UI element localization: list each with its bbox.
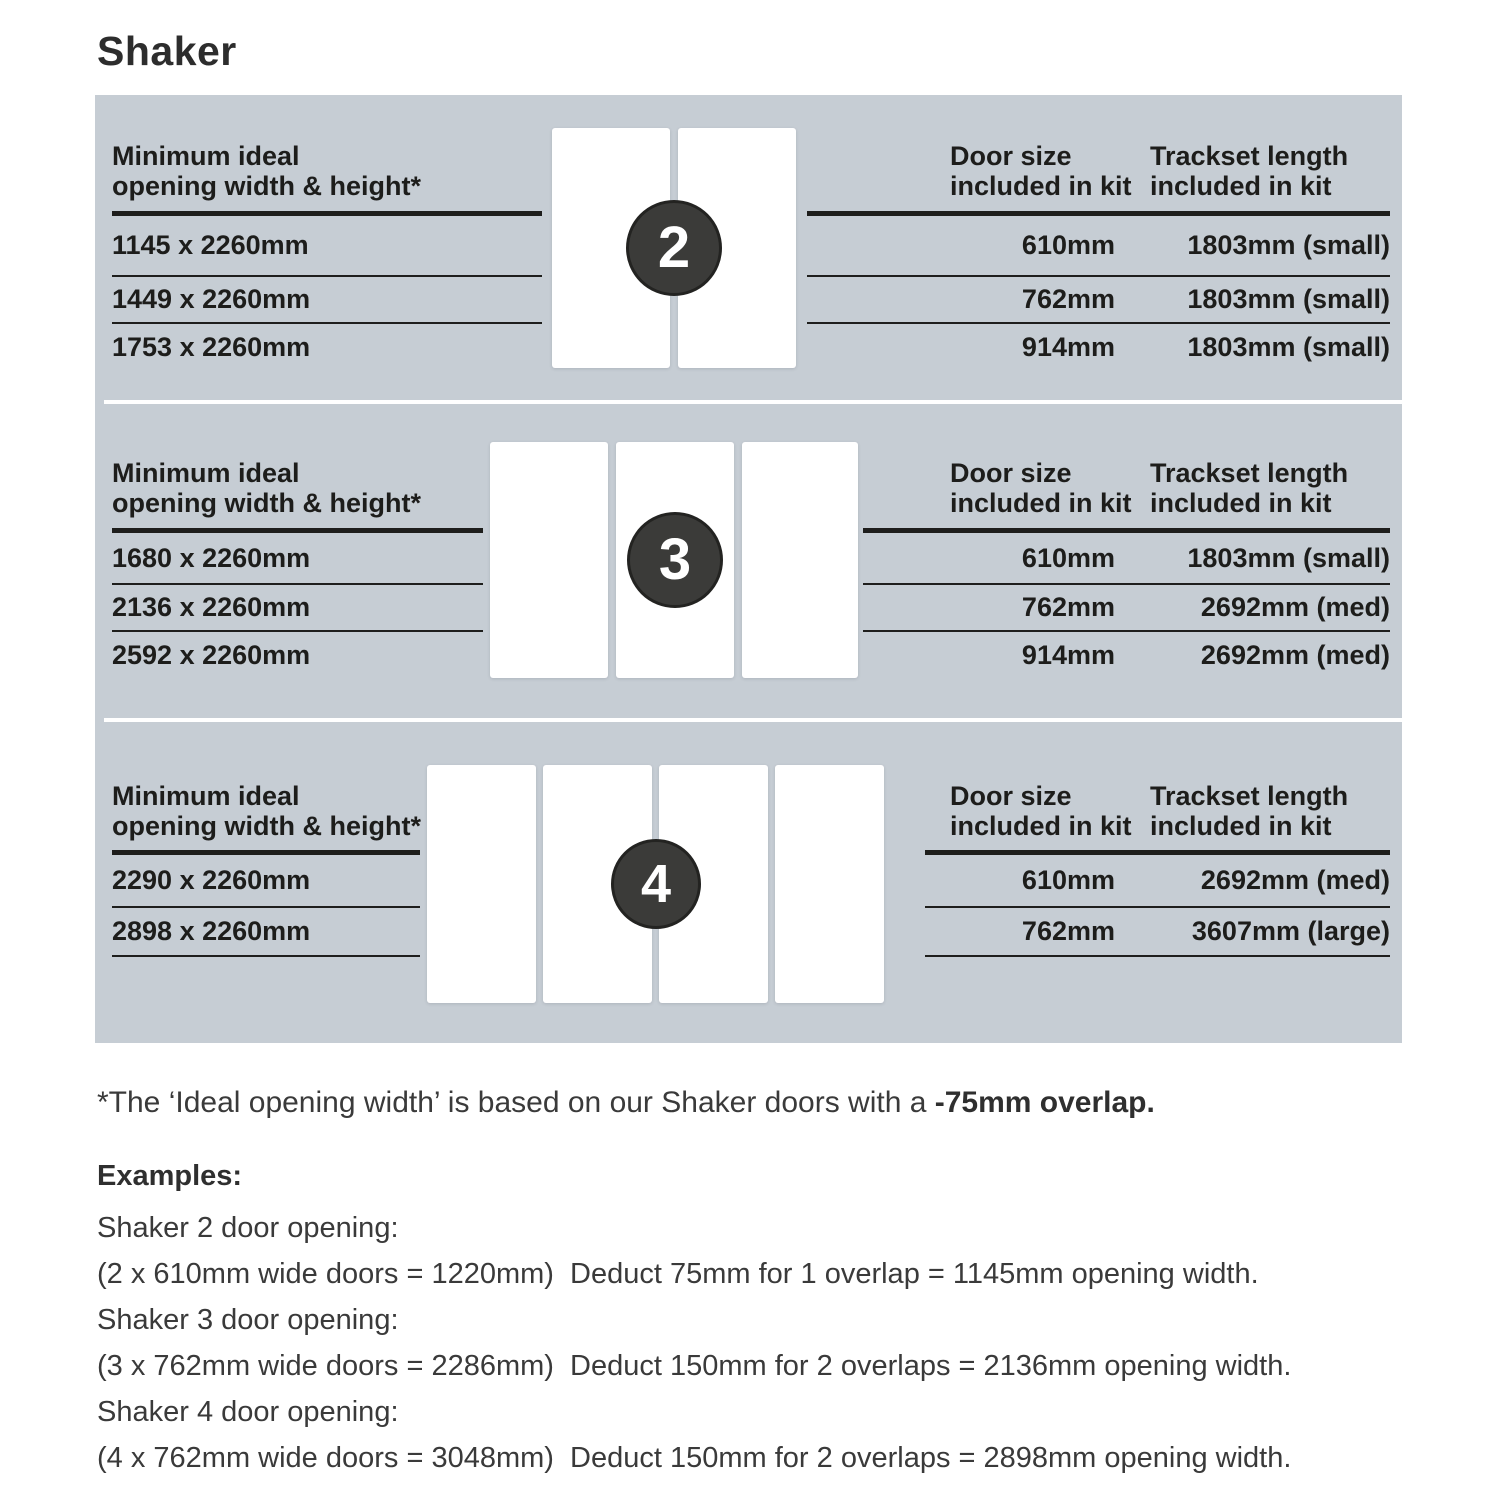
trackset-column-header-line2: included in kit: [1150, 171, 1332, 201]
kit-rows: [807, 216, 1390, 371]
door-count-value: 3: [658, 527, 692, 592]
size-chart-panel: [95, 95, 1402, 1043]
opening-size-row: [112, 632, 483, 679]
opening-size-row: [112, 533, 483, 585]
door-size-value: 610mm: [1021, 865, 1115, 895]
opening-size-value: 2592 x 2260mm: [112, 640, 311, 670]
door-count-badge: [626, 200, 722, 296]
footnote-bold-text: -75mm overlap.: [934, 1086, 1155, 1119]
footnote-text: *The ‘Ideal opening width’ is based on our Shaker doors with a: [97, 1086, 935, 1119]
door-count-value: 2: [657, 215, 691, 280]
trackset-column-header-line1: Trackset length: [1150, 458, 1349, 488]
door-size-value: 914mm: [1021, 640, 1115, 670]
door-size-value: 762mm: [1021, 916, 1115, 946]
opening-size-value: 1145 x 2260mm: [112, 230, 309, 260]
trackset-column-header: [1150, 458, 1348, 518]
example-line: Shaker 3 door opening:: [97, 1304, 399, 1336]
opening-size-rows: [112, 855, 420, 957]
door-size-value: 610mm: [1021, 230, 1115, 260]
opening-size-value: 2136 x 2260mm: [112, 592, 311, 622]
opening-size-value: 1753 x 2260mm: [112, 332, 311, 362]
door-size-column-header-line2: included in kit: [950, 488, 1132, 518]
kit-row: [925, 908, 1390, 957]
opening-width-header-line2: opening width & height*: [112, 488, 421, 518]
opening-width-header: [112, 141, 421, 201]
example-line: (2 x 610mm wide doors = 1220mm) Deduct 75mm for 1 overlap = 1145mm opening width.: [97, 1258, 1259, 1290]
opening-size-value: 1680 x 2260mm: [112, 542, 311, 573]
trackset-column-header-line1: Trackset length: [1150, 141, 1349, 171]
kit-row: [807, 277, 1390, 324]
example-line: (3 x 762mm wide doors = 2286mm) Deduct 150mm for 2 overlaps = 2136mm opening width.: [97, 1350, 1292, 1382]
door-count-badge: [611, 839, 701, 929]
opening-width-header-line1: Minimum ideal: [112, 781, 300, 811]
opening-size-value: 1449 x 2260mm: [112, 284, 311, 314]
trackset-value: 2692mm (med): [1200, 592, 1390, 622]
opening-size-row: [112, 277, 542, 324]
opening-size-value: 2898 x 2260mm: [112, 916, 311, 946]
opening-size-row: [112, 585, 483, 632]
kit-row: [863, 533, 1390, 585]
opening-width-header-line2: opening width & height*: [112, 171, 421, 201]
opening-size-row: [112, 216, 542, 277]
door-panel: [742, 442, 858, 678]
door-count-value: 4: [640, 854, 672, 914]
door-size-value: 610mm: [1021, 542, 1115, 573]
door-size-column-header-line1: Door size: [950, 458, 1072, 488]
door-size-column-header: [950, 141, 1132, 201]
kit-row: [863, 585, 1390, 632]
opening-width-header-line1: Minimum ideal: [112, 141, 300, 171]
opening-width-header-line1: Minimum ideal: [112, 458, 300, 488]
page-title: Shaker: [97, 28, 237, 74]
opening-size-row: [112, 908, 420, 957]
kit-row: [807, 324, 1390, 371]
opening-width-header: [112, 781, 421, 841]
door-panel: [427, 765, 536, 1003]
door-panel: [490, 442, 608, 678]
section-separator: [104, 400, 1402, 404]
examples-heading: Examples:: [97, 1160, 243, 1192]
trackset-column-header: [1150, 141, 1348, 201]
trackset-value: 1803mm (small): [1187, 332, 1390, 362]
door-count-badge: [627, 512, 723, 608]
example-line: Shaker 2 door opening:: [97, 1212, 399, 1244]
trackset-value: 2692mm (med): [1200, 865, 1390, 895]
door-size-column-header-line1: Door size: [950, 141, 1072, 171]
door-panel: [775, 765, 884, 1003]
trackset-column-header-line2: included in kit: [1150, 488, 1332, 518]
kit-row: [807, 216, 1390, 277]
opening-width-header-line2: opening width & height*: [112, 811, 421, 841]
kit-row: [925, 855, 1390, 908]
kit-rows: [925, 855, 1390, 957]
trackset-column-header-line2: included in kit: [1150, 811, 1332, 841]
trackset-value: 1803mm (small): [1187, 230, 1390, 260]
opening-size-row: [112, 855, 420, 908]
opening-size-rows: [112, 216, 542, 371]
opening-width-header: [112, 458, 421, 518]
kit-row: [863, 632, 1390, 679]
example-line: Shaker 4 door opening:: [97, 1396, 399, 1428]
trackset-column-header: [1150, 781, 1348, 841]
door-size-value: 762mm: [1021, 592, 1115, 622]
door-size-column-header-line2: included in kit: [950, 811, 1132, 841]
trackset-value: 1803mm (small): [1187, 542, 1390, 573]
opening-size-row: [112, 324, 542, 371]
footnote: [97, 1086, 1155, 1120]
trackset-value: 3607mm (large): [1191, 916, 1390, 946]
trackset-column-header-line1: Trackset length: [1150, 781, 1349, 811]
example-line: (4 x 762mm wide doors = 3048mm) Deduct 150mm for 2 overlaps = 2898mm opening width.: [97, 1442, 1292, 1474]
door-size-column-header-line1: Door size: [950, 781, 1072, 811]
opening-size-value: 2290 x 2260mm: [112, 865, 311, 895]
kit-rows: [863, 533, 1390, 679]
door-size-column-header-line2: included in kit: [950, 171, 1132, 201]
door-size-value: 914mm: [1021, 332, 1115, 362]
opening-size-rows: [112, 533, 483, 679]
door-size-column-header: [950, 781, 1132, 841]
door-size-value: 762mm: [1021, 284, 1115, 314]
trackset-value: 1803mm (small): [1187, 284, 1390, 314]
door-size-column-header: [950, 458, 1132, 518]
trackset-value: 2692mm (med): [1200, 640, 1390, 670]
section-separator: [104, 718, 1402, 722]
